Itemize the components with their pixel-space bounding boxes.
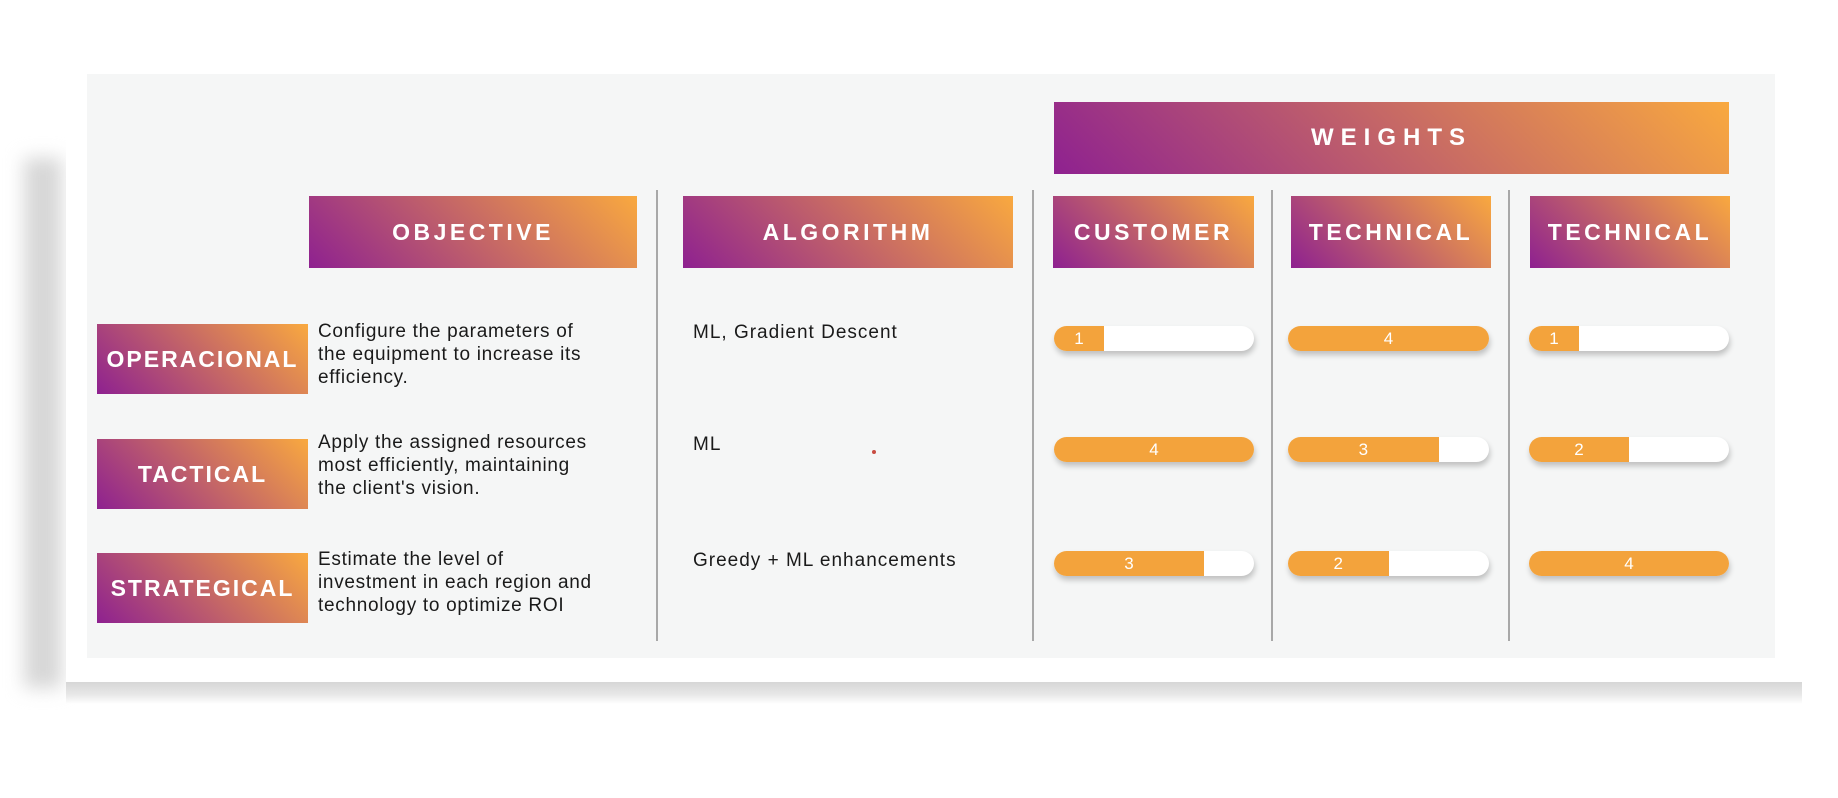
- weight-bar-fill: [1529, 551, 1729, 576]
- objective-line: Estimate the level of: [318, 549, 504, 570]
- column-header-algorithm-label: ALGORITHM: [762, 218, 934, 245]
- weight-bar-tactical-technical-1: [1288, 437, 1489, 462]
- weight-bar-strategical-technical-2: [1529, 551, 1729, 576]
- column-header-algorithm: [683, 196, 1013, 268]
- divider-algorithm-customer: [1032, 190, 1034, 641]
- weight-value: 2: [1333, 554, 1343, 573]
- objective-line: Apply the assigned resources: [318, 432, 587, 453]
- row-label-tactical: [97, 439, 308, 509]
- row-label-strategical-text: STRATEGICAL: [110, 574, 295, 601]
- weight-value: 4: [1624, 554, 1634, 573]
- page-shadow-left: [24, 158, 62, 688]
- objective-line: efficiency.: [318, 367, 409, 388]
- column-header-technical-2: [1530, 196, 1730, 268]
- weight-bar-fill: [1054, 551, 1204, 576]
- row-label-strategical: [97, 553, 308, 623]
- weight-value: 4: [1383, 329, 1394, 348]
- weight-bar-strategical-technical-1: [1288, 551, 1489, 576]
- row-label-tactical-text: TACTICAL: [137, 460, 268, 487]
- objective-text-tactical: [318, 431, 658, 500]
- row-label-operacional-text: OPERACIONAL: [106, 345, 299, 372]
- weight-bar-fill: [1054, 437, 1254, 462]
- weight-bar-fill: [1288, 437, 1439, 462]
- divider-customer-technical: [1271, 190, 1273, 641]
- objective-line: the equipment to increase its: [318, 344, 582, 365]
- weight-bar-tactical-technical-2: [1529, 437, 1729, 462]
- weight-value: 1: [1074, 329, 1084, 348]
- row-label-operacional: [97, 324, 308, 394]
- weight-bar-fill: [1288, 551, 1389, 576]
- weight-bar-fill: [1054, 326, 1104, 351]
- weights-banner-label: WEIGHTS: [1311, 124, 1472, 151]
- objective-line: the client's vision.: [318, 478, 481, 499]
- weight-bar-operacional-technical-2: [1529, 326, 1729, 351]
- stray-red-dot: [872, 450, 876, 454]
- weight-value: 4: [1149, 440, 1159, 459]
- objective-text-strategical: [318, 548, 658, 617]
- column-header-technical-1-label: TECHNICAL: [1308, 218, 1474, 245]
- column-header-objective-label: OBJECTIVE: [392, 218, 554, 245]
- weight-value: 3: [1358, 440, 1369, 459]
- weight-bar-tactical-customer: [1054, 437, 1254, 462]
- algorithm-text-operacional: ML, Gradient Descent: [693, 322, 898, 343]
- weight-bar-fill: [1288, 326, 1489, 351]
- algorithm-text-strategical: Greedy + ML enhancements: [693, 550, 957, 571]
- column-header-customer-label: CUSTOMER: [1073, 218, 1234, 245]
- weight-value: 1: [1549, 329, 1559, 348]
- objective-line: technology to optimize ROI: [318, 595, 565, 616]
- weight-bar-fill: [1529, 437, 1629, 462]
- weight-value: 3: [1124, 554, 1134, 573]
- objective-line: investment in each region and: [318, 572, 592, 593]
- divider-technical-technical: [1508, 190, 1510, 641]
- weight-value: 2: [1574, 440, 1584, 459]
- objective-text-operacional: [318, 320, 658, 389]
- weights-banner: [1054, 102, 1729, 174]
- page-shadow-bottom: [66, 682, 1802, 704]
- objective-line: Configure the parameters of: [318, 321, 574, 342]
- weight-bar-fill: [1529, 326, 1579, 351]
- objective-line: most efficiently, maintaining: [318, 455, 570, 476]
- column-header-technical-1: [1291, 196, 1491, 268]
- column-header-technical-2-label: TECHNICAL: [1547, 218, 1713, 245]
- column-header-objective: [309, 196, 637, 268]
- weight-bar-operacional-technical-1: [1288, 326, 1489, 351]
- weight-bar-strategical-customer: [1054, 551, 1254, 576]
- weight-bar-operacional-customer: [1054, 326, 1254, 351]
- algorithm-text-tactical: ML: [693, 434, 722, 455]
- column-header-customer: [1053, 196, 1254, 268]
